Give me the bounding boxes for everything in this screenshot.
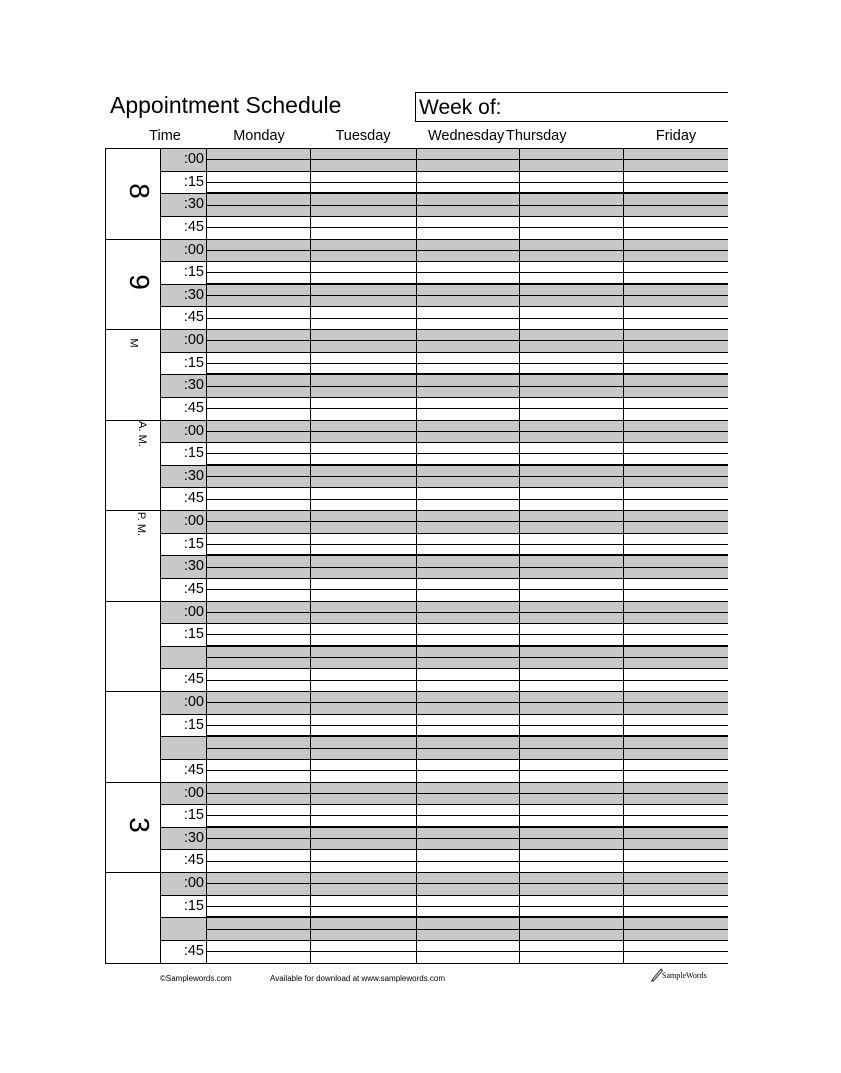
- am-pm-label: A. M.: [135, 420, 148, 447]
- writing-line: [206, 725, 728, 726]
- slot-divider: [160, 397, 728, 398]
- minute-label: :15: [183, 716, 204, 733]
- minute-label: :15: [183, 354, 204, 371]
- slot-divider: [160, 714, 728, 715]
- am-pm-label: P. M.: [135, 511, 148, 537]
- column-header-thursday: Thursday: [506, 128, 567, 144]
- column-header-time: Time: [149, 128, 181, 144]
- writing-line: [206, 340, 728, 341]
- writing-line: [206, 295, 728, 296]
- grid-left-border: [105, 148, 106, 963]
- minute-label: :00: [183, 241, 204, 258]
- hour-label: 8: [124, 183, 155, 200]
- writing-line: [206, 657, 728, 658]
- writing-line: [206, 521, 728, 522]
- hour-label: 9: [124, 273, 155, 290]
- writing-line: [206, 861, 728, 862]
- hour-divider: [105, 872, 160, 873]
- slot-divider: [160, 510, 728, 511]
- writing-line: [206, 770, 728, 771]
- minute-label: :30: [183, 286, 204, 303]
- slot-divider: [160, 578, 728, 579]
- hour-divider: [105, 239, 160, 240]
- minute-label: :45: [183, 852, 204, 869]
- minute-label: :45: [183, 309, 204, 326]
- day-column-border: [416, 148, 417, 963]
- writing-line: [206, 567, 728, 568]
- slot-divider: [160, 442, 728, 443]
- slot-divider: [160, 601, 728, 602]
- day-column-border: [519, 148, 520, 963]
- slot-divider: [160, 872, 728, 873]
- slot-divider: [160, 352, 728, 353]
- hour-divider: [105, 691, 160, 692]
- writing-line: [206, 476, 728, 477]
- writing-line: [206, 363, 728, 364]
- hour-divider: [105, 782, 160, 783]
- writing-line: [206, 702, 728, 703]
- writing-line: [206, 883, 728, 884]
- slot-divider: [160, 849, 728, 850]
- minute-label: :15: [183, 445, 204, 462]
- half-hour-line: [206, 283, 728, 285]
- writing-line: [206, 793, 728, 794]
- minute-label: :00: [183, 603, 204, 620]
- minute-label: :15: [183, 264, 204, 281]
- minute-label: :15: [183, 897, 204, 914]
- week-of-box[interactable]: [415, 92, 728, 122]
- writing-line: [206, 182, 728, 183]
- writing-line: [206, 159, 728, 160]
- minute-label: :45: [183, 399, 204, 416]
- footer-download-text: Available for download at www.samplewords.com: [270, 974, 446, 983]
- minute-label: :45: [183, 942, 204, 959]
- writing-line: [206, 612, 728, 613]
- hour-divider: [105, 148, 160, 149]
- week-of-label: Week of:: [419, 96, 502, 119]
- hour-divider: [105, 601, 160, 602]
- writing-line: [206, 431, 728, 432]
- minute-label: :45: [183, 761, 204, 778]
- column-header-friday: Friday: [655, 128, 697, 144]
- minute-label: :00: [183, 151, 204, 167]
- minute-label: :00: [183, 875, 204, 891]
- slot-divider: [160, 171, 728, 172]
- slot-divider: [160, 487, 728, 488]
- header-rule: [206, 148, 728, 149]
- writing-line: [206, 499, 728, 500]
- column-header-tuesday: Tuesday: [335, 128, 391, 144]
- minute-label: :15: [183, 535, 204, 552]
- day-column-border: [206, 148, 207, 963]
- half-hour-line: [206, 826, 728, 828]
- slot-divider: [160, 940, 728, 941]
- minute-label: :45: [183, 580, 204, 597]
- writing-line: [206, 815, 728, 816]
- minute-label: :15: [183, 173, 204, 190]
- minute-label: :15: [183, 626, 204, 643]
- half-hour-line: [206, 645, 728, 647]
- minute-label: :45: [183, 490, 204, 507]
- slot-divider: [160, 420, 728, 421]
- hour-divider: [105, 329, 160, 330]
- footer-copyright: ©Samplewords.com: [160, 974, 232, 983]
- writing-line: [206, 227, 728, 228]
- minute-label: :45: [183, 218, 204, 235]
- slot-divider: [160, 329, 728, 330]
- slot-divider: [160, 306, 728, 307]
- am-pm-label: M: [127, 338, 140, 348]
- hour-divider: [105, 510, 160, 511]
- writing-line: [206, 634, 728, 635]
- slot-divider: [160, 804, 728, 805]
- writing-line: [206, 386, 728, 387]
- minute-label: :00: [183, 784, 204, 801]
- slot-divider: [160, 533, 728, 534]
- writing-line: [206, 929, 728, 930]
- minute-label: :00: [183, 332, 204, 348]
- grid-bottom-line: [105, 963, 728, 964]
- writing-line: [206, 318, 728, 319]
- half-hour-line: [206, 735, 728, 737]
- time-column-border: [160, 148, 161, 963]
- half-hour-line: [206, 373, 728, 375]
- page-title: Appointment Schedule: [110, 92, 342, 118]
- minute-label: :00: [183, 694, 204, 710]
- writing-line: [206, 838, 728, 839]
- minute-label: :30: [183, 558, 204, 575]
- slot-divider: [160, 691, 728, 692]
- slot-divider: [160, 239, 728, 240]
- half-hour-line: [206, 916, 728, 918]
- logo-text: SampleWords: [662, 971, 707, 980]
- minute-label: :30: [183, 467, 204, 484]
- slot-divider: [160, 895, 728, 896]
- minute-label: :30: [183, 829, 204, 846]
- day-column-border: [623, 148, 624, 963]
- minute-label: :00: [183, 513, 204, 529]
- column-header-monday: Monday: [233, 128, 285, 144]
- slot-divider: [160, 759, 728, 760]
- slot-divider: [160, 782, 728, 783]
- writing-line: [206, 272, 728, 273]
- writing-line: [206, 589, 728, 590]
- writing-line: [206, 205, 728, 206]
- hour-label: 3: [124, 816, 155, 833]
- minute-label: :30: [183, 377, 204, 394]
- samplewords-logo: [650, 966, 720, 984]
- minute-label: :00: [183, 422, 204, 439]
- half-hour-line: [206, 192, 728, 194]
- minute-label: :30: [183, 196, 204, 213]
- writing-line: [206, 951, 728, 952]
- writing-line: [206, 453, 728, 454]
- writing-line: [206, 748, 728, 749]
- minute-label: :15: [183, 807, 204, 824]
- slot-divider: [160, 261, 728, 262]
- writing-line: [206, 906, 728, 907]
- writing-line: [206, 250, 728, 251]
- hour-divider: [105, 420, 160, 421]
- writing-line: [206, 680, 728, 681]
- minute-label: :45: [183, 671, 204, 688]
- slot-divider: [160, 623, 728, 624]
- writing-line: [206, 544, 728, 545]
- half-hour-line: [206, 464, 728, 466]
- slot-divider: [160, 216, 728, 217]
- column-header-wednesday: Wednesday: [428, 128, 505, 144]
- slot-divider: [160, 668, 728, 669]
- day-column-border: [310, 148, 311, 963]
- half-hour-line: [206, 554, 728, 556]
- writing-line: [206, 408, 728, 409]
